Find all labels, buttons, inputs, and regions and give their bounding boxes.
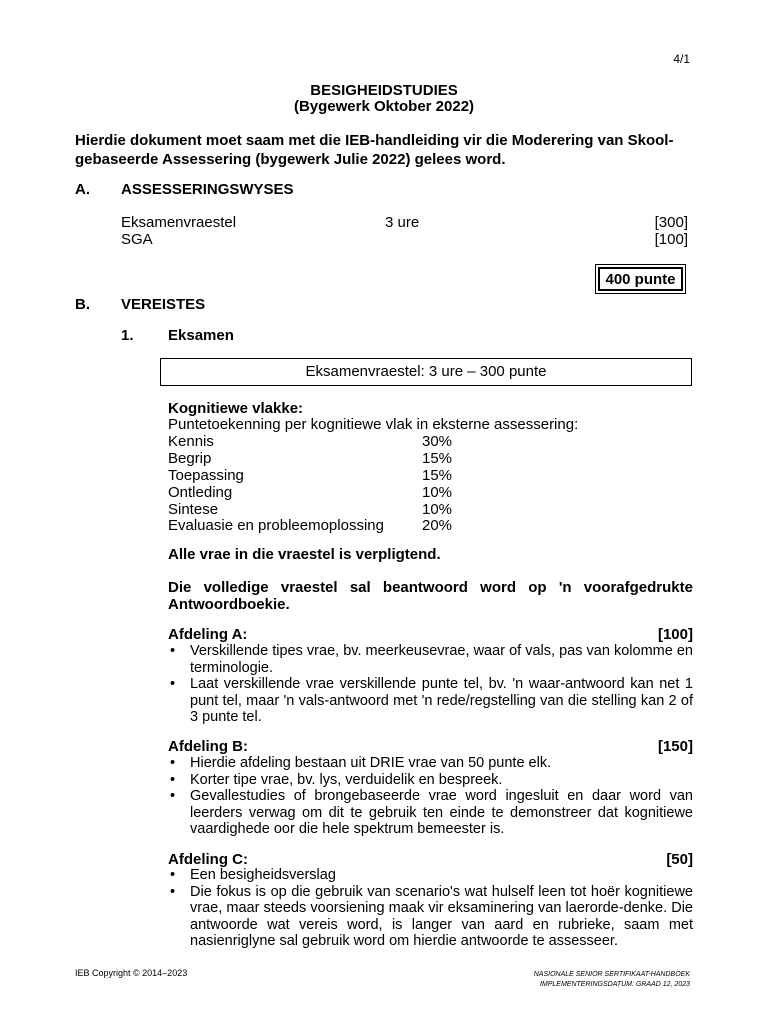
section-b-heading: VEREISTES [121,296,206,313]
afdeling-marks: [150] [657,738,693,755]
intro-paragraph: Hierdie dokument moet saam met die IEB-handleiding vir die Moderering van Skool-gebaseerde Assessering (bygewerk Julie 2022) gelees word. [75,132,674,168]
assessment-duration: 3 ure [385,214,420,231]
cognitive-percentage: 10% [422,484,453,501]
page-number: 4/1 [673,52,690,66]
cognitive-level-row [168,484,568,501]
afdeling-marks: [100] [657,626,693,643]
document-title: BESIGHEIDSTUDIES [310,82,458,99]
footer-copyright: IEB Copyright © 2014–2023 [75,968,188,978]
cognitive-level: Toepassing [168,467,244,484]
cognitive-level: Evaluasie en probleemoplossing [168,517,384,534]
exam-summary-box: Eksamenvraestel: 3 ure – 300 punte [160,358,692,386]
answer-book-statement: Die volledige vraestel sal beantwoord word op 'n voorafgedrukte Antwoordboekie. [168,579,693,613]
cognitive-level-row [168,467,568,484]
afdeling-c-bullets [168,867,693,950]
assessment-marks: [100] [654,231,688,248]
assessment-marks: [300] [654,214,688,231]
cognitive-percentage: 15% [422,467,453,484]
document-subtitle: (Bygewerk Oktober 2022) [293,98,475,115]
bullet-item: • Hierdie afdeling bestaan uit DRIE vrae van 50 punte elk. [168,755,693,772]
afdeling-name: Afdeling C: [168,851,248,868]
assessment-row [121,214,688,231]
cognitive-percentage: 30% [422,433,453,450]
footer-handbook-title: NASIONALE SENIOR SERTIFIKAAT-HANDBOEK [533,971,690,978]
assessment-name: SGA [121,231,153,248]
cognitive-level: Ontleding [168,484,233,501]
cognitive-level-row [168,501,568,518]
total-marks-box [595,264,686,294]
footer-right [534,970,690,990]
bullet-item: • Die fokus is op die gebruik van scenario's wat hulself leen tot hoër kognitiewe vrae, maar steeds voorsiening maak vir eksaminering van laerorde-denke. Die antwoorde wat vereis word, is langer van aard en rubrieke, saam met nasienriglyne sal gebruik word om hierdie antwoorde te assesseer. [168,884,693,950]
assessment-row [121,231,688,248]
bullet-item: • Gevallestudies of brongebaseerde vrae word ingesluit en daar word van leerders verwag om dit te gebruik ten einde te demonstreer dat kognitiewe vaardighede oor die hele spektrum bemeester is. [168,788,693,838]
cognitive-percentage: 10% [422,501,453,518]
cognitive-level-row [168,433,568,450]
afdeling-name: Afdeling A: [168,626,248,643]
cognitive-level: Sintese [168,501,219,518]
afdeling-b-bullets [168,755,693,838]
subsection-number: 1. [121,327,134,344]
bullet-item: • Verskillende tipes vrae, bv. meerkeusevrae, waar of vals, pas van kolomme en terminologie. [168,643,693,676]
section-a-letter: A. [75,181,90,198]
cognitive-level-row [168,450,568,467]
cognitive-level: Begrip [168,450,212,467]
bullet-item: • Korter tipe vrae, bv. lys, verduidelik en bespreek. [168,772,693,789]
cognitive-intro: Puntetoekenning per kognitiewe vlak in eksterne assessering: [168,416,579,433]
cognitive-percentage: 15% [422,450,453,467]
cognitive-level-row [168,517,568,534]
afdeling-marks: [50] [666,851,693,868]
footer-implementation-date: IMPLEMENTERINGSDATUM: GRAAD 12, 2023 [539,981,690,988]
subsection-heading: Eksamen [168,327,234,344]
bullet-item: • Een besigheidsverslag [168,867,693,884]
afdeling-name: Afdeling B: [168,738,248,755]
bullet-item: • Laat verskillende vrae verskillende punte tel, bv. 'n waar-antwoord kan net 1 punt tel, maar 'n vals-antwoord met 'n rede/regstelling van die stelling kan 2 of 3 punte tel. [168,676,693,726]
section-a-heading: ASSESSERINGSWYSES [121,181,294,198]
section-b-letter: B. [75,296,90,313]
total-marks: 400 punte [598,267,683,291]
compulsory-statement: Alle vrae in die vraestel is verpligtend. [168,546,441,563]
cognitive-heading: Kognitiewe vlakke: [168,400,304,417]
afdeling-b-header [168,738,693,756]
assessment-name: Eksamenvraestel [121,214,237,231]
cognitive-level: Kennis [168,433,214,450]
cognitive-percentage: 20% [422,517,453,534]
afdeling-a-header [168,626,693,644]
afdeling-a-bullets [168,643,693,726]
